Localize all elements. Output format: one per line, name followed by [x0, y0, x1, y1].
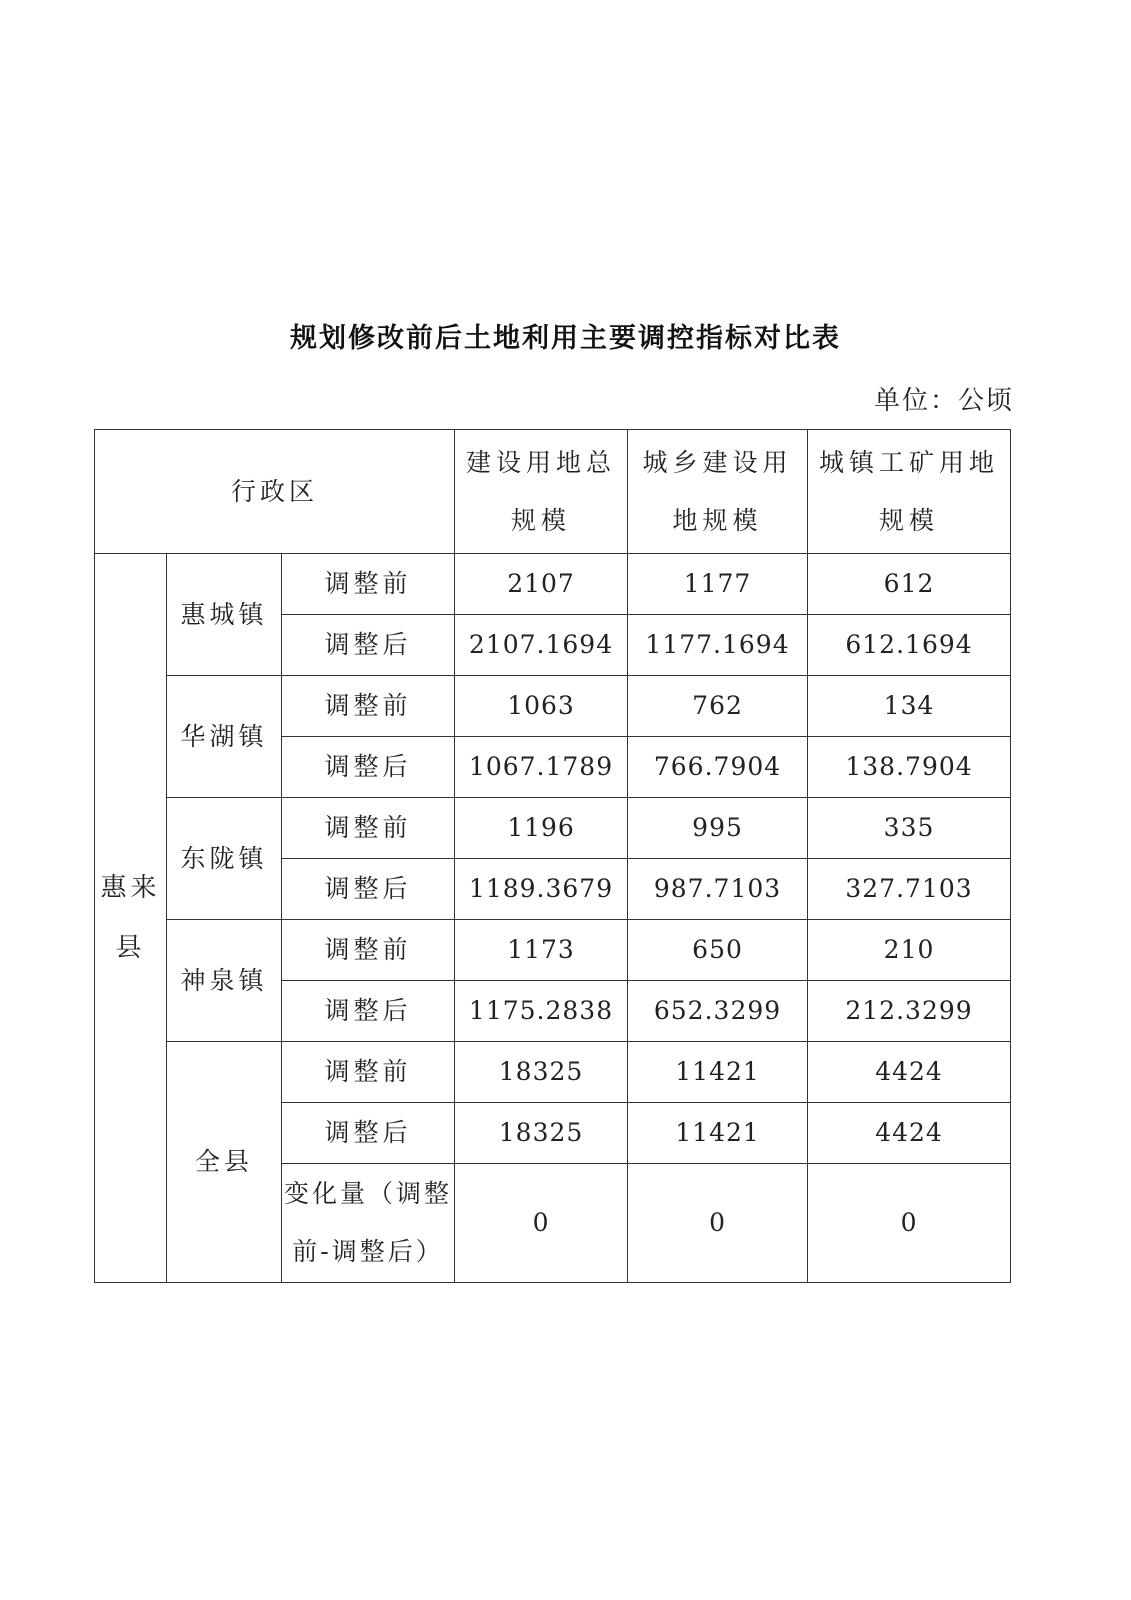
value-cell: 4424 [808, 1103, 1011, 1164]
value-cell: 2107 [455, 554, 628, 615]
period-label: 调整后 [282, 981, 455, 1042]
period-label: 调整后 [282, 1103, 455, 1164]
period-label: 调整前 [282, 1042, 455, 1103]
header-urban-rural-construction [628, 430, 808, 554]
value-cell: 987.7103 [628, 859, 808, 920]
town-name: 华湖镇 [167, 676, 282, 798]
value-cell: 18325 [455, 1042, 628, 1103]
town-name: 神泉镇 [167, 920, 282, 1042]
indicator-comparison-table [94, 429, 1011, 1283]
value-cell: 0 [808, 1164, 1011, 1283]
value-cell: 11421 [628, 1042, 808, 1103]
header-col2-line2: 地规模 [672, 505, 763, 535]
header-construction-land-total [455, 430, 628, 554]
header-region [95, 430, 455, 554]
county-name-line1: 惠来 [100, 873, 161, 903]
value-cell: 4424 [808, 1042, 1011, 1103]
value-cell: 995 [628, 798, 808, 859]
table-row [95, 554, 1011, 615]
county-name-line2: 县 [115, 933, 146, 963]
value-cell: 212.3299 [808, 981, 1011, 1042]
period-label: 调整前 [282, 676, 455, 737]
table-row [95, 676, 1011, 737]
value-cell: 1177 [628, 554, 808, 615]
total-name: 全县 [167, 1042, 282, 1283]
header-col1-line1: 建设用地总 [466, 447, 617, 477]
period-label: 调整前 [282, 554, 455, 615]
header-col2-line1: 城乡建设用 [642, 447, 793, 477]
table-row [95, 798, 1011, 859]
value-cell: 612.1694 [808, 615, 1011, 676]
header-region-label: 行政区 [231, 476, 319, 506]
header-col3-line2: 规模 [879, 505, 940, 535]
header-col1-line2: 规模 [511, 505, 572, 535]
value-cell: 2107.1694 [455, 615, 628, 676]
change-label [282, 1164, 455, 1283]
period-label: 调整后 [282, 859, 455, 920]
change-label-line1: 变化量（调整 [284, 1179, 453, 1208]
value-cell: 1173 [455, 920, 628, 981]
value-cell: 335 [808, 798, 1011, 859]
table-header-row [95, 430, 1011, 554]
change-label-line2: 前-调整后） [292, 1237, 444, 1266]
county-cell [95, 554, 167, 1283]
value-cell: 1196 [455, 798, 628, 859]
header-urban-industrial-mining [808, 430, 1011, 554]
period-label: 调整前 [282, 920, 455, 981]
value-cell: 138.7904 [808, 737, 1011, 798]
header-col3-line1: 城镇工矿用地 [819, 447, 1000, 477]
table-row [95, 920, 1011, 981]
value-cell: 0 [455, 1164, 628, 1283]
town-name: 东陇镇 [167, 798, 282, 920]
value-cell: 762 [628, 676, 808, 737]
value-cell: 766.7904 [628, 737, 808, 798]
value-cell: 1063 [455, 676, 628, 737]
period-label: 调整后 [282, 615, 455, 676]
document-title: 规划修改前后土地利用主要调控指标对比表 [290, 323, 841, 354]
value-cell: 1189.3679 [455, 859, 628, 920]
period-label: 调整后 [282, 737, 455, 798]
value-cell: 18325 [455, 1103, 628, 1164]
value-cell: 1067.1789 [455, 737, 628, 798]
value-cell: 210 [808, 920, 1011, 981]
value-cell: 0 [628, 1164, 808, 1283]
value-cell: 650 [628, 920, 808, 981]
value-cell: 1177.1694 [628, 615, 808, 676]
value-cell: 1175.2838 [455, 981, 628, 1042]
town-name: 惠城镇 [167, 554, 282, 676]
unit-note: 单位：公顷 [873, 386, 1014, 416]
value-cell: 134 [808, 676, 1011, 737]
value-cell: 327.7103 [808, 859, 1011, 920]
table-row [95, 1042, 1011, 1103]
value-cell: 11421 [628, 1103, 808, 1164]
value-cell: 652.3299 [628, 981, 808, 1042]
value-cell: 612 [808, 554, 1011, 615]
period-label: 调整前 [282, 798, 455, 859]
